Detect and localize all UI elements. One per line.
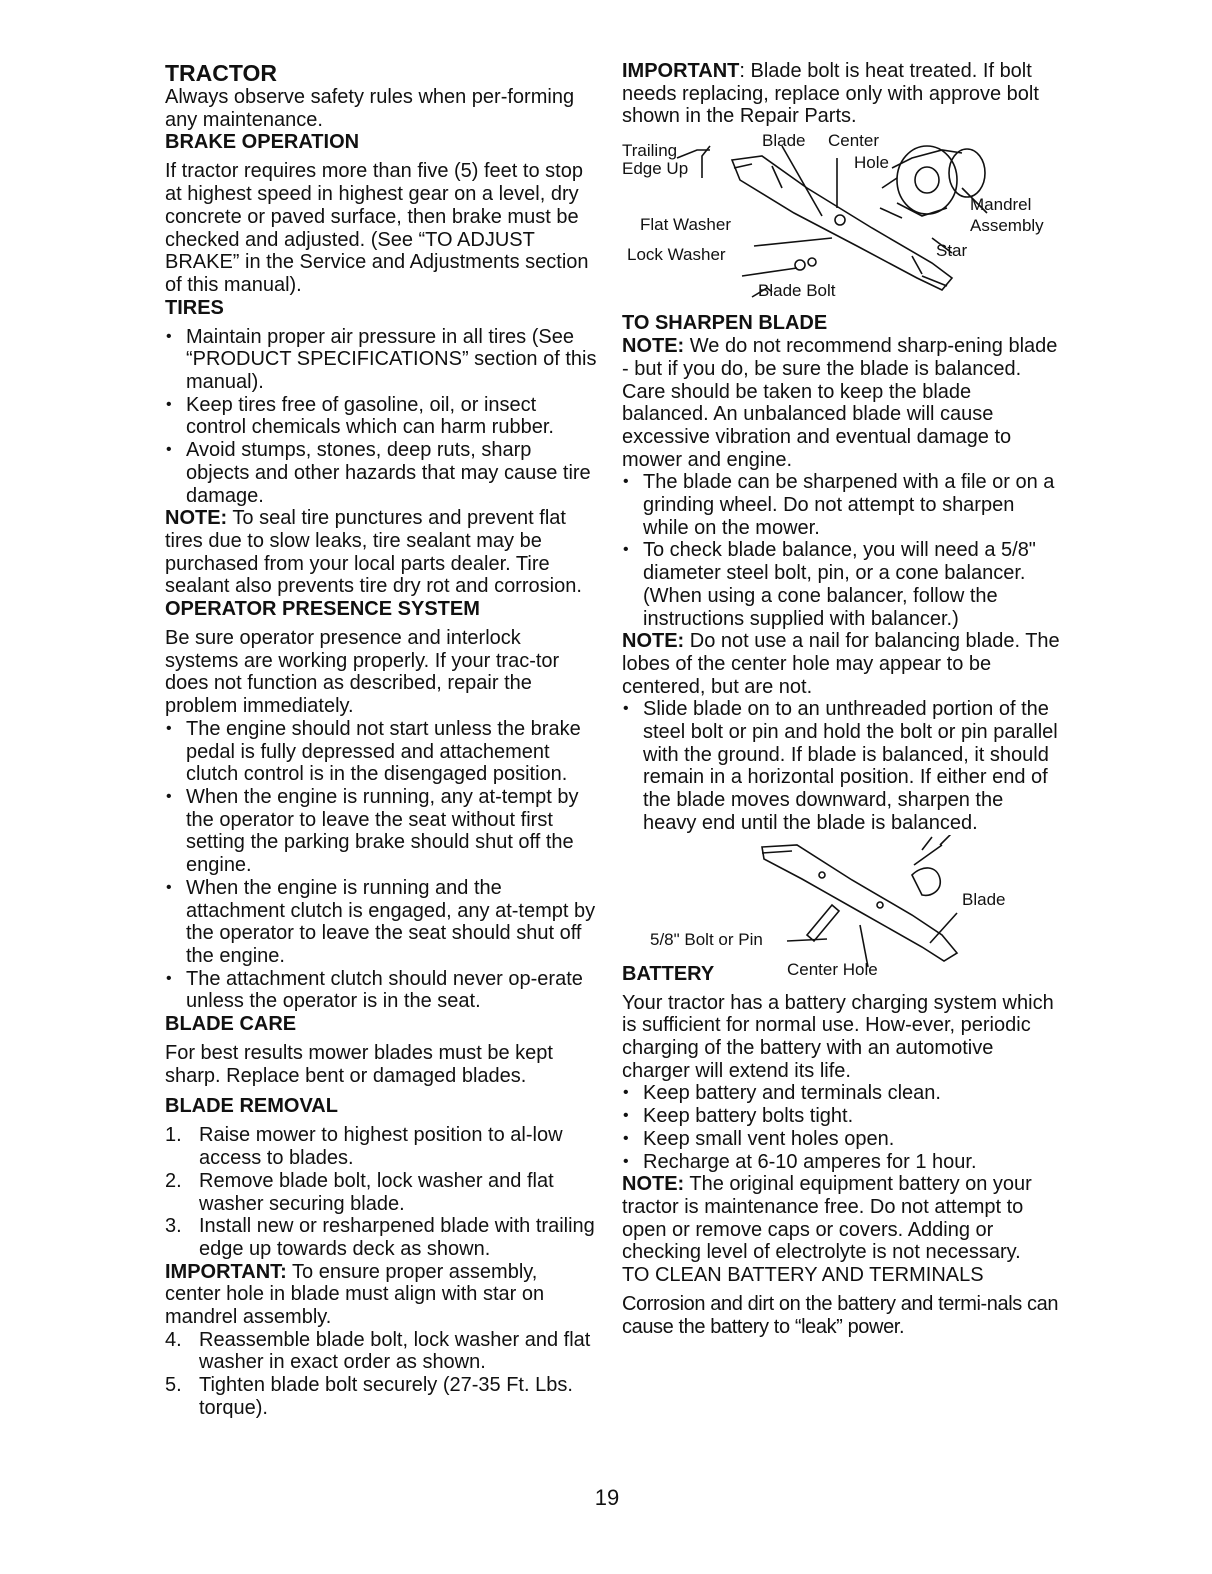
page-number: 19	[594, 1485, 620, 1510]
battery-heading: BATTERY	[622, 962, 715, 985]
list-item: • Slide blade on to an unthreaded portion of the steel bolt or pin and hold the bolt or pin parallel with the ground. If blade is balanced, it should remain in a horizontal position. If either end of the blade moves downward, sharpen the heavy end until the blade is balanced.	[622, 698, 1062, 834]
step-text: Install new or resharpened blade with trailing edge up towards deck as shown.	[199, 1215, 595, 1260]
lock-washer-label: Lock Washer	[627, 245, 726, 265]
ops-text: Be sure operator presence and interlock systems are working properly. If your trac-tor does not function as described, repair the problem immediately.	[165, 627, 560, 718]
important-label: IMPORTANT:	[165, 1260, 287, 1283]
list-item: • The attachment clutch should never op-erate unless the operator is in the seat.	[165, 968, 597, 1013]
step-number: 3.	[165, 1215, 182, 1238]
ops-list	[165, 718, 597, 1013]
note-text: The original equipment battery on your tractor is maintenance free. Do not attempt to open or remove caps or covers. Adding or checking level of electrolyte is not necessary.	[622, 1173, 1032, 1264]
slide-list	[622, 698, 1062, 834]
brake-text: If tractor requires more than five (5) feet to stop at highest speed in highest gear on a level, dry concrete or paved surface, then brake must be checked and adjusted. (See “TO ADJUST BRAKE” in the Service and Adjustments section of this manual).	[165, 160, 589, 296]
blade-label: Blade	[762, 131, 806, 151]
list-item: • The blade can be sharpened with a file or on a grinding wheel. Do not attempt to sharpen while on the mower.	[622, 471, 1062, 539]
note-text: To seal tire punctures and prevent flat tires due to slow leaks, tire sealant may be purchased from your local parts dealer. Tire sealant also prevents tire dry rot and corrosion.	[165, 507, 582, 598]
battery-list	[622, 1082, 1062, 1173]
flat-washer-label: Flat Washer	[640, 215, 732, 235]
list-item: • When the engine is running and the attachment clutch is engaged, any at-tempt by the operator to leave the seat should shut off the engine.	[165, 877, 597, 968]
list-item	[165, 1170, 597, 1215]
note-text: We do not recommend sharp-ening blade - but if you do, be sure the blade is balanced.	[622, 335, 1058, 380]
blade-care-text: For best results mower blades must be kept sharp. Replace bent or damaged blades.	[165, 1042, 553, 1087]
list-item: • To check blade balance, you will need a 5/8" diameter steel bolt, pin, or a cone balancer. (When using a cone balancer, follow the instructions supplied with balancer.)	[622, 539, 1062, 630]
list-item: • When the engine is running, any at-tempt by the operator to leave the seat without first setting the parking brake should shut off the engine.	[165, 786, 597, 877]
list-item: • Keep battery bolts tight.	[622, 1105, 1062, 1128]
step-text: Reassemble blade bolt, lock washer and flat washer in exact order as shown.	[199, 1328, 591, 1374]
nail-note	[622, 630, 1062, 698]
note-label: NOTE:	[622, 1173, 685, 1196]
note-text: Do not use a nail for balancing blade. The lobes of the center hole may appear to be centered, but are not.	[622, 630, 1060, 698]
blade-bolt-label: Blade Bolt	[758, 281, 836, 301]
clean-battery-text: Corrosion and dirt on the battery and termi-nals can cause the battery to “leak” power.	[622, 1293, 1059, 1338]
tires-list	[165, 326, 597, 508]
step-number: 4.	[165, 1328, 182, 1351]
blade-balance-figure	[622, 835, 1062, 981]
right-column	[622, 60, 1062, 1338]
sharpen-list	[622, 471, 1062, 630]
step-text: Remove blade bolt, lock washer and flat washer securing blade.	[199, 1169, 554, 1215]
step-number: 2.	[165, 1169, 182, 1192]
removal-steps-b	[165, 1329, 597, 1420]
hole-label: Hole	[854, 153, 889, 173]
list-item	[165, 1215, 597, 1260]
clean-battery-heading: TO CLEAN BATTERY AND TERMINALS	[622, 1264, 984, 1287]
list-item: • Recharge at 6-10 amperes for 1 hour.	[622, 1151, 1062, 1174]
star-label: Star	[936, 241, 968, 261]
note-label: NOTE:	[165, 507, 228, 530]
list-item: • Keep battery and terminals clean.	[622, 1082, 1062, 1105]
note-label: NOTE:	[622, 335, 685, 358]
blade-care-heading: BLADE CARE	[165, 1013, 297, 1036]
edge-up-label: Edge Up	[622, 159, 689, 179]
important-label: IMPORTANT	[622, 60, 740, 82]
step-number: 1.	[165, 1124, 182, 1147]
tires-note	[165, 507, 597, 598]
tractor-heading: TRACTOR	[165, 60, 278, 86]
center-label: Center	[828, 131, 880, 151]
battery-text: Your tractor has a battery charging system which is sufficient for normal use. How-ever, periodic charging of the battery with an automotive charger will extend its life.	[622, 991, 1054, 1082]
sharpen-heading: TO SHARPEN BLADE	[622, 312, 828, 335]
trailing-label: Trailing	[622, 141, 678, 161]
list-item: • Keep small vent holes open.	[622, 1128, 1062, 1151]
important-text: To ensure proper assembly, center hole in blade must align with star on mandrel assembly.	[165, 1260, 545, 1329]
list-item: • The engine should not start unless the brake pedal is fully depressed and attachement clutch control is in the disengaged position.	[165, 718, 597, 786]
left-column	[165, 60, 597, 1420]
tires-heading: TIRES	[165, 296, 224, 319]
sharpen-text: Care should be taken to keep the blade balanced. An unbalanced blade will cause excessive vibration and eventual damage to mower and engine.	[622, 380, 1012, 471]
ops-heading: OPERATOR PRESENCE SYSTEM	[165, 598, 480, 621]
tractor-intro: Always observe safety rules when per-forming any maintenance.	[165, 86, 575, 131]
list-item: • Keep tires free of gasoline, oil, or insect control chemicals which can harm rubber.	[165, 394, 597, 439]
list-item	[165, 1329, 597, 1374]
mandrel-label: Mandrel	[970, 195, 1032, 215]
bolt-or-pin-label: 5/8" Bolt or Pin	[650, 929, 763, 949]
assembly-label: Assembly	[970, 216, 1044, 236]
battery-note	[622, 1173, 1062, 1264]
brake-heading: BRAKE OPERATION	[165, 131, 360, 154]
note-label: NOTE:	[622, 630, 685, 653]
step-text: Raise mower to highest position to al-low access to blades.	[199, 1124, 563, 1170]
removal-steps-a	[165, 1124, 597, 1260]
blade-label: Blade	[962, 889, 1006, 909]
center-hole-label: Center Hole	[787, 959, 878, 979]
important-text: : Blade bolt is heat treated. If bolt needs replacing, replace only with approve bolt shown in the Repair Parts.	[622, 60, 1039, 128]
removal-important	[165, 1261, 597, 1329]
list-item	[165, 1374, 597, 1419]
step-number: 5.	[165, 1374, 182, 1397]
step-text: Tighten blade bolt securely (27-35 Ft. Lbs. torque).	[199, 1374, 573, 1419]
sharpen-note	[622, 335, 1062, 380]
blade-removal-heading: BLADE REMOVAL	[165, 1095, 338, 1118]
bolt-important	[622, 60, 1062, 128]
list-item	[165, 1124, 597, 1169]
list-item: • Avoid stumps, stones, deep ruts, sharp objects and other hazards that may cause tire damage.	[165, 439, 597, 507]
list-item: • Maintain proper air pressure in all tires (See “PRODUCT SPECIFICATIONS” section of this manual).	[165, 326, 597, 394]
blade-assembly-figure	[622, 128, 1062, 312]
